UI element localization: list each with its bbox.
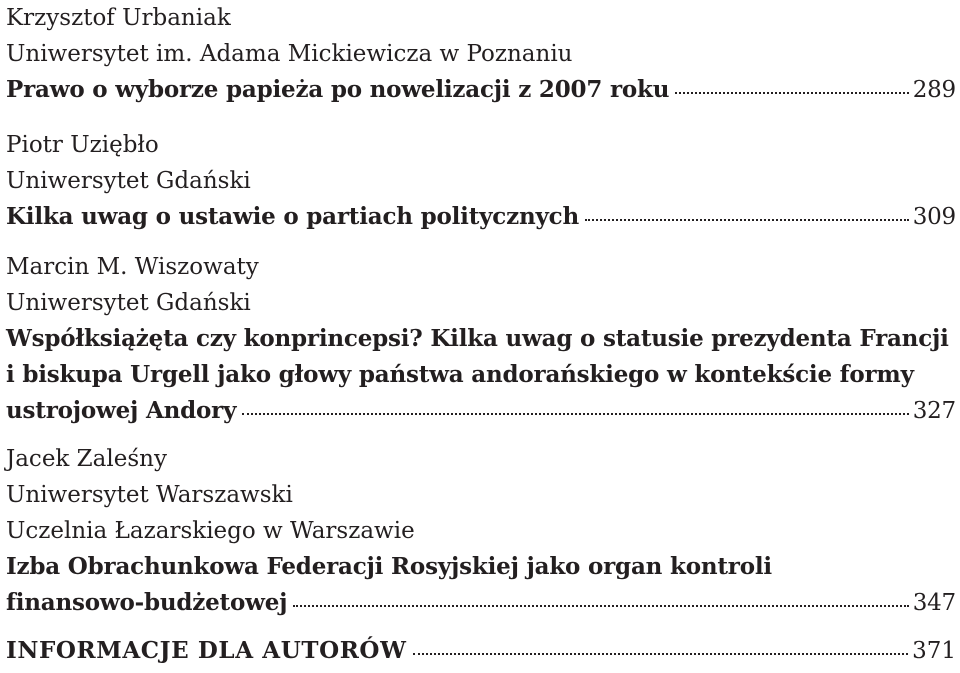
article-title[interactable]: Kilka uwag o ustawie o partiach politycznych — [6, 203, 579, 230]
article-title[interactable]: ustrojowej Andory — [6, 397, 237, 424]
toc-title-line[interactable] — [6, 585, 956, 621]
toc-title-line[interactable] — [6, 72, 956, 108]
toc-title-line[interactable] — [6, 393, 956, 429]
author-affiliation: Uniwersytet Warszawski — [6, 482, 293, 508]
author-affiliation: Uczelnia Łazarskiego w Warszawie — [6, 518, 415, 544]
page-number: 289 — [912, 77, 956, 103]
toc-entry — [6, 0, 956, 108]
toc-entry — [6, 249, 956, 429]
author-info-heading[interactable]: INFORMACJE DLA AUTORÓW — [6, 637, 407, 664]
toc-final-line[interactable] — [6, 633, 956, 669]
table-of-contents — [6, 0, 956, 669]
article-title-line[interactable]: Współksiążęta czy konprincepsi? Kilka uwag o statusie prezydenta Francji — [6, 325, 949, 352]
article-title[interactable]: Prawo o wyborze papieża po nowelizacji z 2007 roku — [6, 76, 670, 103]
author-affiliation: Uniwersytet Gdański — [6, 168, 251, 194]
page-number: 327 — [912, 398, 956, 424]
author-name: Marcin M. Wiszowaty — [6, 254, 259, 280]
page-number: 347 — [912, 590, 956, 616]
author-name: Krzysztof Urbaniak — [6, 5, 231, 31]
toc-entry — [6, 127, 956, 235]
page-number: 309 — [912, 204, 956, 230]
toc-title-line[interactable] — [6, 199, 956, 235]
toc-entry — [6, 441, 956, 621]
author-affiliation: Uniwersytet Gdański — [6, 290, 251, 316]
article-title-line[interactable]: i biskupa Urgell jako głowy państwa andorańskiego w kontekście formy — [6, 361, 914, 388]
dot-leader — [293, 605, 908, 607]
dot-leader — [242, 413, 908, 415]
article-title[interactable]: finansowo-budżetowej — [6, 589, 288, 616]
dot-leader — [675, 92, 908, 94]
author-affiliation: Uniwersytet im. Adama Mickiewicza w Poznaniu — [6, 41, 573, 67]
page-number: 371 — [912, 638, 956, 664]
article-title-line[interactable]: Izba Obrachunkowa Federacji Rosyjskiej jako organ kontroli — [6, 553, 772, 580]
author-name: Jacek Zaleśny — [6, 446, 167, 472]
dot-leader — [413, 653, 909, 655]
dot-leader — [585, 219, 909, 221]
author-name: Piotr Uziębło — [6, 132, 159, 158]
